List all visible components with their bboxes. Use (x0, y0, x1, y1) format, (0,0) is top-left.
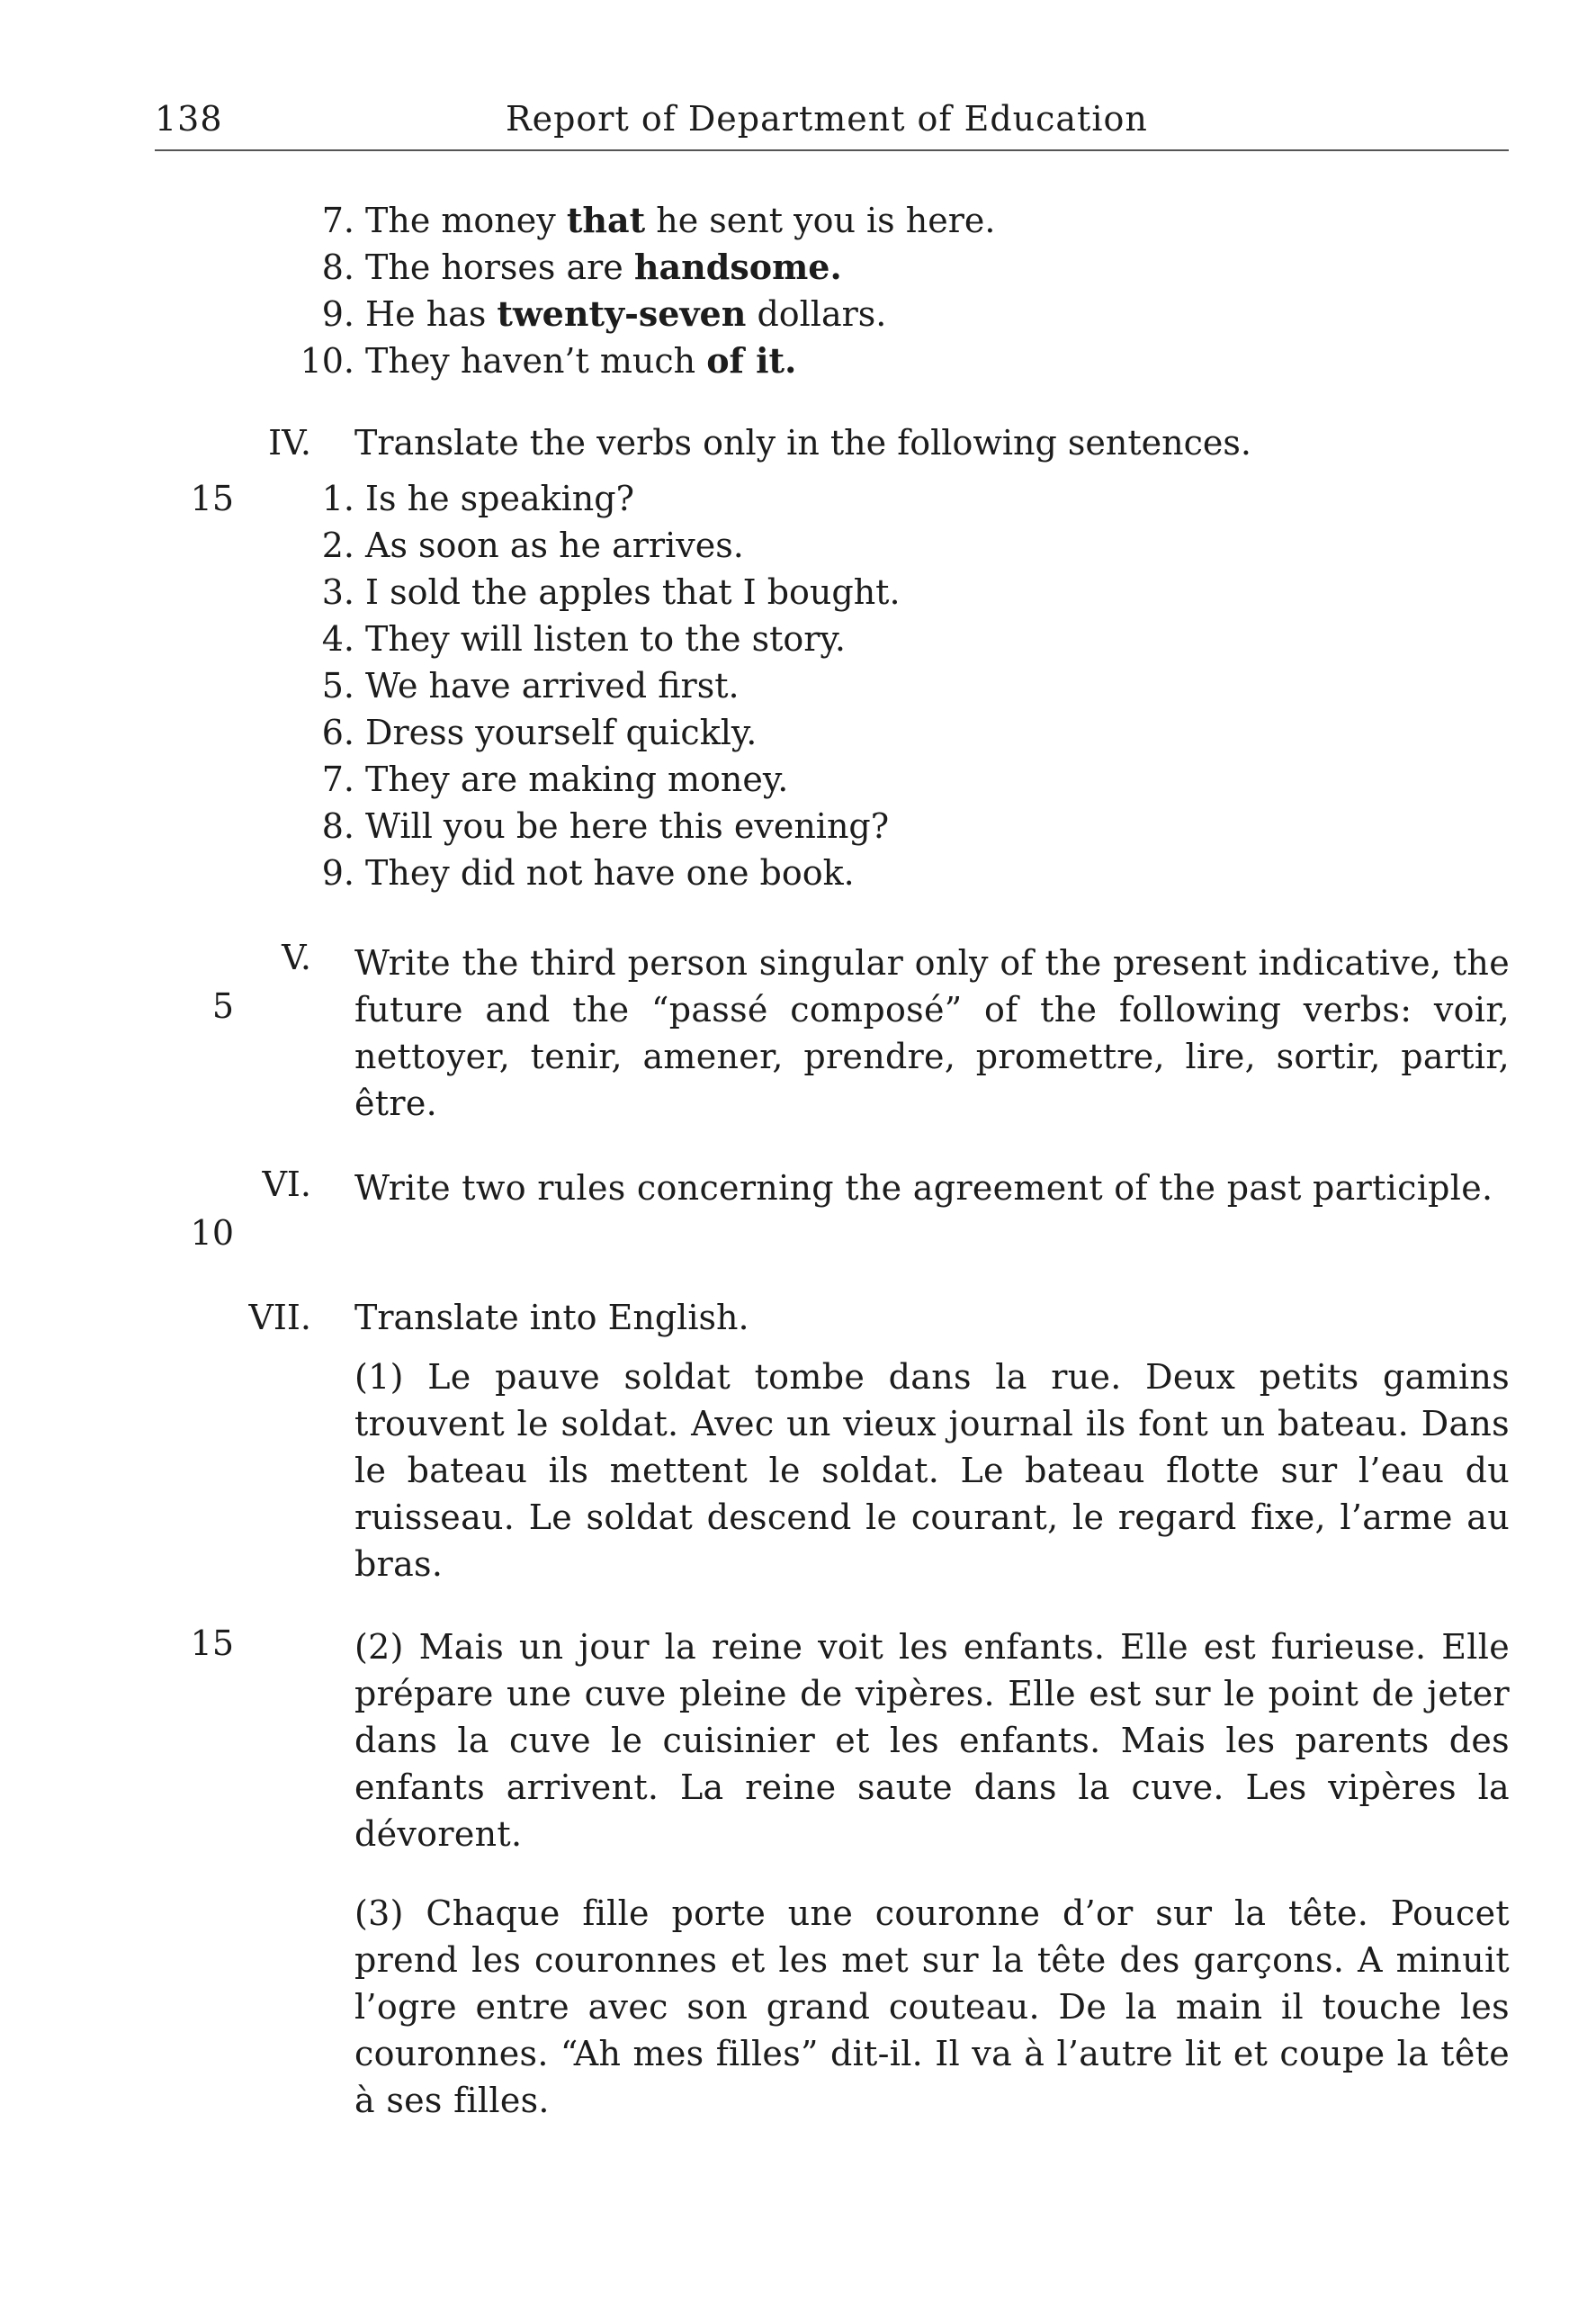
passage-1: (1) Le pauve soldat tombe dans la rue. Deux petits gamins trouvent le soldat. Avec un vieux journal ils font un bateau. Dans le bateau ils mettent le soldat. Le bateau flotte sur l’eau du ruisseau. Le soldat descend le courant, le regard fixe, l’arme au bras. (354, 1357, 1510, 1584)
item-number: 2. (321, 526, 354, 565)
item-text-bold: twenty-seven (497, 293, 747, 334)
item-text: They did not have one book. (365, 853, 855, 893)
item-number: 8. (321, 806, 354, 846)
section-numeral: VI. (262, 1164, 311, 1204)
item-text: As soon as he arrives. (365, 526, 744, 565)
item-text: Will you be here this evening? (365, 806, 890, 846)
passage-3: (3) Chaque fille porte une couronne d’or sur la tête. Poucet prend les couronnes et les met sur la tête des garçons. A minuit l’ogre entre avec son grand couteau. De la main il touche les couronnes. “Ah mes filles” dit-il. Il va à l’autre lit et coupe la tête à ses filles. (354, 1893, 1510, 2120)
item-number: 10. (300, 341, 354, 381)
section-instruction: Translate the verbs only in the following sentences. (354, 423, 1251, 463)
item-text: They are making money. (365, 760, 789, 799)
passage-2: (2) Mais un jour la reine voit les enfants. Elle est furieuse. Elle prépare une cuve pleine de vipères. Elle est sur le point de jeter dans la cuve le cuisinier et les enfants. Mais les parents des enfants arrivent. La reine saute dans la cuve. Les vipères la dévorent. (354, 1627, 1510, 1854)
list-item (282, 619, 846, 661)
section-numeral: V. (282, 938, 311, 977)
list-item (282, 200, 995, 242)
section-numeral: VII. (248, 1298, 311, 1337)
item-number: 8. (321, 247, 354, 287)
item-text-pre: The horses are (365, 247, 634, 287)
margin-points: 15 (190, 1623, 234, 1663)
list-item (282, 713, 757, 754)
item-number: 7. (321, 201, 354, 240)
item-text-pre: He has (365, 294, 498, 334)
item-number: 6. (321, 713, 354, 752)
list-item (282, 479, 634, 520)
item-text: They will listen to the story. (365, 619, 846, 659)
item-text: I sold the apples that I bought. (365, 572, 901, 612)
list-item (282, 247, 842, 289)
page-header (155, 99, 1509, 151)
margin-points: 15 (190, 479, 234, 518)
list-item (282, 572, 901, 614)
item-text-pre: The money (365, 201, 567, 240)
item-number: 7. (321, 760, 354, 799)
list-item (282, 806, 889, 848)
item-number: 3. (321, 572, 354, 612)
margin-points: 5 (211, 986, 234, 1026)
list-item (282, 293, 886, 336)
item-number: 4. (321, 619, 354, 659)
item-text-bold: of it. (706, 340, 797, 381)
item-text: Is he speaking? (365, 479, 634, 518)
item-number: 9. (321, 853, 354, 893)
item-text-post: he sent you is here. (645, 201, 996, 240)
item-text-post: dollars. (746, 294, 887, 334)
page-number: 138 (155, 99, 223, 139)
list-item (282, 340, 796, 382)
section-paragraph: Write the third person singular only of the present indicative, the future and the “passé composé” of the following verbs: voir, nettoyer, tenir, amener, prendre, promettre, lire, sortir, partir, être. (354, 943, 1510, 1123)
item-number: 9. (321, 294, 354, 334)
item-text: We have arrived first. (365, 666, 740, 706)
list-item (282, 666, 740, 707)
item-text-pre: They haven’t much (365, 341, 707, 381)
item-number: 5. (321, 666, 354, 706)
list-item (282, 853, 855, 895)
margin-points: 10 (190, 1213, 234, 1253)
running-title: Report of Department of Education (506, 99, 1148, 139)
section-instruction: Translate into English. (354, 1298, 749, 1337)
section-numeral: IV. (268, 423, 311, 463)
section-paragraph: Write two rules concerning the agreement of the past participle. (354, 1168, 1493, 1208)
list-item (282, 760, 788, 801)
item-text-bold: handsome. (633, 247, 842, 287)
item-text: Dress yourself quickly. (365, 713, 758, 752)
item-number: 1. (321, 479, 354, 518)
item-text-bold: that (566, 200, 646, 240)
list-item (282, 526, 744, 567)
